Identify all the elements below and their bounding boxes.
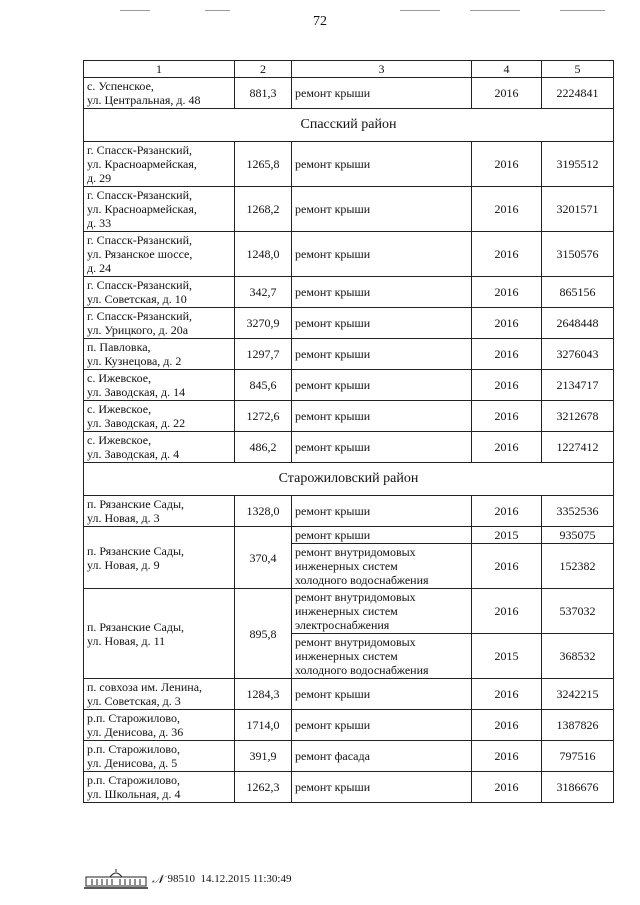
sum-cell: 3352536 (542, 496, 614, 527)
sum-cell: 537032 (542, 589, 614, 634)
area-cell: 370,4 (235, 527, 292, 589)
text-line: с. Успенское, (87, 79, 154, 93)
text-line: г. Спасск-Рязанский, (87, 188, 193, 202)
address-cell (84, 78, 235, 109)
area-cell: 1262,3 (235, 772, 292, 803)
text-line: ул. Советская, д. 3 (87, 694, 181, 708)
address-cell (84, 187, 235, 232)
table-row (84, 496, 614, 527)
table-row (84, 589, 614, 634)
text-line: ул. Новая, д. 3 (87, 511, 160, 525)
work-type-cell (292, 339, 472, 370)
address-cell (84, 741, 235, 772)
text-line: ремонт крыши (295, 440, 371, 454)
text-line: инженерных систем (295, 559, 398, 573)
year-cell: 2016 (472, 496, 542, 527)
year-cell: 2016 (472, 432, 542, 463)
area-cell: 1248,0 (235, 232, 292, 277)
year-cell: 2016 (472, 277, 542, 308)
column-header-5: 5 (542, 61, 614, 78)
scan-speck (560, 10, 605, 11)
column-header-4: 4 (472, 61, 542, 78)
text-line: холодного водоснабжения (295, 573, 429, 587)
scan-speck (470, 10, 520, 11)
text-line: инженерных систем (295, 649, 398, 663)
text-line: ремонт фасада (295, 749, 370, 763)
address-cell (84, 679, 235, 710)
text-line: ремонт крыши (295, 780, 371, 794)
year-cell: 2016 (472, 710, 542, 741)
text-line: ул. Кузнецова, д. 2 (87, 354, 182, 368)
text-line: п. совхоза им. Ленина, (87, 680, 203, 694)
year-cell: 2016 (472, 401, 542, 432)
address-cell (84, 496, 235, 527)
table-row (84, 401, 614, 432)
year-cell: 2016 (472, 339, 542, 370)
year-cell: 2016 (472, 232, 542, 277)
sum-cell: 2134717 (542, 370, 614, 401)
footer-time: 11:30:49 (252, 873, 292, 885)
text-line: п. Рязанские Сады, (87, 619, 185, 634)
work-type-cell (292, 308, 472, 339)
column-header-3: 3 (292, 61, 472, 78)
text-line: ремонт крыши (295, 157, 371, 171)
address-cell (84, 308, 235, 339)
work-type-cell (292, 634, 472, 679)
text-line: п. Рязанские Сады, (87, 543, 185, 558)
text-line: ул. Заводская, д. 4 (87, 447, 180, 461)
text-line: с. Ижевское, (87, 402, 152, 416)
year-cell: 2016 (472, 741, 542, 772)
table-row (84, 78, 614, 109)
text-line: г. Спасск-Рязанский, (87, 143, 193, 157)
address-cell (84, 142, 235, 187)
table-row (84, 370, 614, 401)
text-line: ул. Денисова, д. 36 (87, 725, 184, 739)
district-title: Старожиловский район (84, 463, 614, 496)
year-cell: 2015 (472, 527, 542, 544)
text-line: электроснабжения (295, 618, 390, 632)
scan-speck (400, 10, 440, 11)
sum-cell: 3276043 (542, 339, 614, 370)
district-row (84, 109, 614, 142)
work-type-cell (292, 741, 472, 772)
text-line: д. 24 (87, 261, 112, 275)
table-row (84, 710, 614, 741)
work-type-cell (292, 527, 472, 544)
sum-cell: 368532 (542, 634, 614, 679)
area-cell: 1272,6 (235, 401, 292, 432)
table-body (84, 78, 614, 803)
address-cell (84, 432, 235, 463)
text-line: ул. Заводская, д. 22 (87, 416, 186, 430)
year-cell: 2015 (472, 634, 542, 679)
scan-speck (120, 10, 150, 11)
text-line: ул. Новая, д. 11 (87, 633, 166, 648)
district-row (84, 463, 614, 496)
text-line: ремонт крыши (295, 409, 371, 423)
district-title: Спасский район (84, 109, 614, 142)
column-header-1: 1 (84, 61, 235, 78)
address-cell (84, 232, 235, 277)
footer (84, 866, 291, 892)
table-row (84, 432, 614, 463)
work-type-cell (292, 772, 472, 803)
text-line: ул. Денисова, д. 5 (87, 756, 178, 770)
area-cell: 895,8 (235, 589, 292, 679)
year-cell: 2016 (472, 187, 542, 232)
table-row (84, 232, 614, 277)
sum-cell: 935075 (542, 527, 614, 544)
text-line: ремонт крыши (295, 247, 371, 261)
repair-table (83, 60, 614, 803)
text-line: г. Спасск-Рязанский, (87, 278, 193, 292)
text-line: ремонт внутридомовых (295, 590, 416, 604)
header-row (84, 61, 614, 78)
area-cell: 1714,0 (235, 710, 292, 741)
table-row (84, 772, 614, 803)
sum-cell: 2224841 (542, 78, 614, 109)
year-cell: 2016 (472, 544, 542, 589)
column-header-2: 2 (235, 61, 292, 78)
year-cell: 2016 (472, 78, 542, 109)
text-line: ремонт крыши (295, 378, 371, 392)
text-line: р.п. Старожилово, (87, 711, 180, 725)
year-cell: 2016 (472, 308, 542, 339)
work-type-cell (292, 401, 472, 432)
footer-date: 14.12.2015 (200, 873, 250, 885)
text-line: ул. Красноармейская, (87, 202, 197, 216)
work-type-cell (292, 78, 472, 109)
work-type-cell (292, 710, 472, 741)
table-row (84, 527, 614, 544)
text-line: р.п. Старожилово, (87, 773, 180, 787)
text-line: холодного водоснабжения (295, 663, 429, 677)
text-line: ремонт крыши (295, 687, 371, 701)
table-row (84, 679, 614, 710)
sum-cell: 3242215 (542, 679, 614, 710)
table-row (84, 277, 614, 308)
sum-cell: 3195512 (542, 142, 614, 187)
text-line: ул. Школьная, д. 4 (87, 787, 181, 801)
sum-cell: 3201571 (542, 187, 614, 232)
sum-cell: 152382 (542, 544, 614, 589)
work-type-cell (292, 544, 472, 589)
sum-cell: 3150576 (542, 232, 614, 277)
area-cell: 1328,0 (235, 496, 292, 527)
text-line: п. Рязанские Сады, (87, 497, 185, 511)
footer-doc-number: 98510 (167, 873, 195, 885)
work-type-cell (292, 432, 472, 463)
area-cell: 486,2 (235, 432, 292, 463)
text-line: ремонт крыши (295, 285, 371, 299)
sum-cell: 865156 (542, 277, 614, 308)
work-type-cell (292, 589, 472, 634)
text-line: ремонт крыши (295, 86, 371, 100)
text-line: ул. Центральная, д. 48 (87, 93, 201, 107)
scan-speck (205, 10, 230, 11)
page-number: 72 (313, 14, 327, 29)
area-cell: 845,6 (235, 370, 292, 401)
text-line: ремонт внутридомовых (295, 635, 416, 649)
address-cell (84, 527, 235, 589)
text-line: д. 29 (87, 171, 112, 185)
area-cell: 881,3 (235, 78, 292, 109)
address-cell (84, 370, 235, 401)
building-emblem-icon (84, 868, 148, 890)
text-line: инженерных систем (295, 604, 398, 618)
address-cell (84, 339, 235, 370)
text-line: п. Павловка, (87, 340, 151, 354)
sum-cell: 1387826 (542, 710, 614, 741)
year-cell: 2016 (472, 589, 542, 634)
sum-cell: 1227412 (542, 432, 614, 463)
text-line: ул. Советская, д. 10 (87, 292, 187, 306)
text-line: ул. Красноармейская, (87, 157, 197, 171)
text-line: ул. Новая, д. 9 (87, 557, 160, 572)
text-line: ремонт внутридомовых (295, 545, 416, 559)
text-line: ремонт крыши (295, 202, 371, 216)
text-line: р.п. Старожилово, (87, 742, 180, 756)
year-cell: 2016 (472, 772, 542, 803)
area-cell: 1284,3 (235, 679, 292, 710)
area-cell: 3270,9 (235, 308, 292, 339)
table-row (84, 142, 614, 187)
area-cell: 1297,7 (235, 339, 292, 370)
table-row (84, 741, 614, 772)
area-cell: 1265,8 (235, 142, 292, 187)
footer-sign: 𝒩 (152, 871, 164, 886)
work-type-cell (292, 679, 472, 710)
area-cell: 391,9 (235, 741, 292, 772)
table-row (84, 187, 614, 232)
text-line: с. Ижевское, (87, 433, 152, 447)
text-line: ремонт крыши (295, 528, 371, 542)
text-line: ремонт крыши (295, 718, 371, 732)
text-line: д. 33 (87, 216, 112, 230)
area-cell: 342,7 (235, 277, 292, 308)
table-row (84, 308, 614, 339)
address-cell (84, 589, 235, 679)
text-line: с. Ижевское, (87, 371, 152, 385)
text-line: ул. Рязанское шоссе, (87, 247, 193, 261)
text-line: ремонт крыши (295, 504, 371, 518)
work-type-cell (292, 277, 472, 308)
sum-cell: 2648448 (542, 308, 614, 339)
year-cell: 2016 (472, 679, 542, 710)
text-line: г. Спасск-Рязанский, (87, 233, 193, 247)
work-type-cell (292, 187, 472, 232)
sum-cell: 797516 (542, 741, 614, 772)
text-line: ремонт крыши (295, 347, 371, 361)
text-line: ремонт крыши (295, 316, 371, 330)
sum-cell: 3186676 (542, 772, 614, 803)
year-cell: 2016 (472, 370, 542, 401)
text-line: ул. Заводская, д. 14 (87, 385, 186, 399)
text-line: ул. Урицкого, д. 20а (87, 323, 189, 337)
work-type-cell (292, 232, 472, 277)
address-cell (84, 401, 235, 432)
work-type-cell (292, 370, 472, 401)
sum-cell: 3212678 (542, 401, 614, 432)
area-cell: 1268,2 (235, 187, 292, 232)
work-type-cell (292, 142, 472, 187)
address-cell (84, 772, 235, 803)
text-line: г. Спасск-Рязанский, (87, 309, 193, 323)
work-type-cell (292, 496, 472, 527)
address-cell (84, 710, 235, 741)
year-cell: 2016 (472, 142, 542, 187)
table-row (84, 339, 614, 370)
address-cell (84, 277, 235, 308)
